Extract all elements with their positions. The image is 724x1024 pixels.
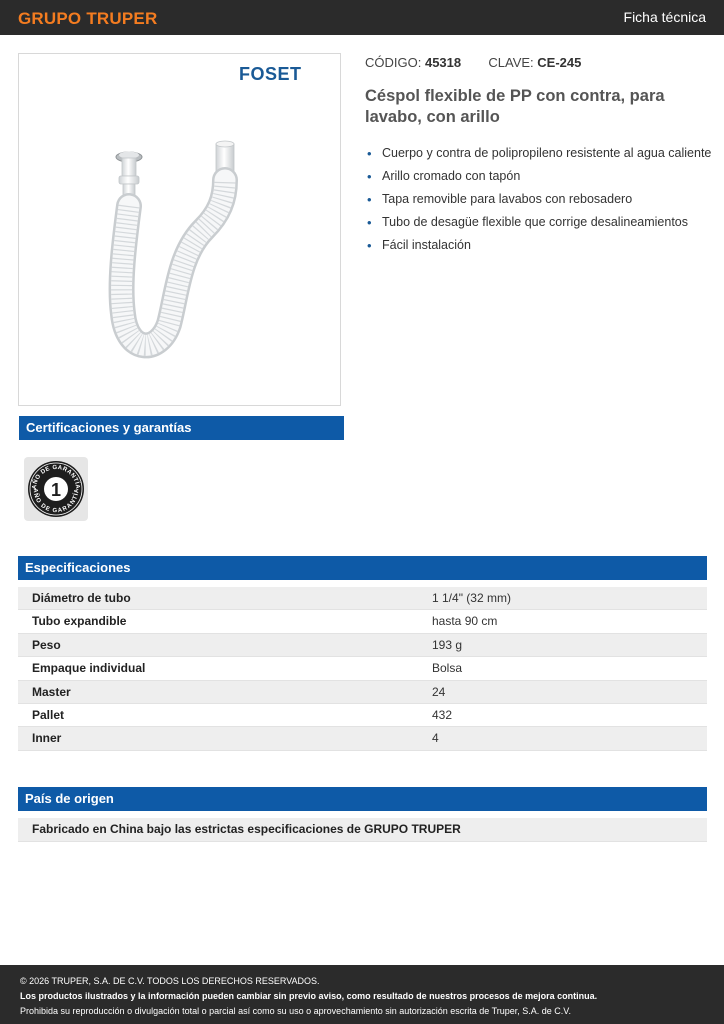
origin-heading: País de origen — [18, 787, 707, 811]
spec-key: Master — [32, 684, 71, 699]
feature-item: • Arillo cromado con tapón — [365, 169, 715, 184]
specifications-heading: Especificaciones — [18, 556, 707, 580]
certifications-heading: Certificaciones y garantías — [19, 416, 344, 440]
product-title: Céspol flexible de PP con contra, para lavabo, con arillo — [365, 87, 665, 126]
table-row — [18, 610, 707, 633]
spec-value: hasta 90 cm — [432, 614, 498, 629]
feature-item: • Tubo de desagüe flexible que corrige desalineamientos — [365, 215, 715, 230]
spec-value: 193 g — [432, 637, 463, 652]
feature-item: • Fácil instalación — [365, 238, 715, 253]
table-row — [18, 657, 707, 680]
spec-key: Inner — [32, 731, 62, 746]
logo-word-truper: TRUPER — [86, 9, 158, 28]
spec-value: 432 — [432, 707, 453, 722]
document-type-label: Ficha técnica — [623, 9, 706, 25]
product-codes — [365, 55, 581, 70]
footer-copyright: © 2026 TRUPER, S.A. DE C.V. TODOS LOS DERECHOS RESERVADOS. — [20, 976, 320, 986]
spec-value: 4 — [432, 731, 439, 746]
product-image-frame — [18, 53, 341, 406]
table-row — [18, 681, 707, 704]
spec-key: Diámetro de tubo — [32, 591, 131, 605]
badge-number: 1 — [50, 480, 62, 500]
origin-text: Fabricado en China bajo las estrictas especificaciones de GRUPO TRUPER — [18, 818, 707, 842]
spec-key: Empaque individual — [32, 661, 146, 676]
spec-key: Pallet — [32, 707, 65, 722]
table-row — [18, 587, 707, 610]
warranty-seal-icon — [24, 457, 88, 521]
logo-word-grupo: GRUPO — [18, 9, 82, 28]
badge-ring-text-bottom: AÑO DE GARANTÍA — [31, 488, 81, 515]
code-label: CÓDIGO: — [365, 55, 422, 70]
code-value: 45318 — [424, 55, 462, 70]
key-label: CLAVE: — [488, 55, 534, 70]
brand-logo: FOSET — [239, 64, 302, 84]
spec-key: Peso — [32, 637, 61, 652]
table-row — [18, 704, 707, 727]
spec-value: 1 1/4" (32 mm) — [432, 591, 511, 605]
specifications-table — [18, 587, 707, 751]
footer-disclaimer: Los productos ilustrados y la información pueden cambiar sin previo aviso, como resultado de nuestros procesos de mejora continua. — [20, 991, 598, 1001]
spec-value: Bolsa — [432, 661, 463, 676]
table-row — [18, 727, 707, 750]
footer-legal: Prohibida su reproducción o divulgación total o parcial así como su uso o aprovechamiento sin autorización escrita de Truper, S.A. de C.V. — [20, 1006, 571, 1016]
warranty-badge — [24, 457, 88, 521]
grupo-truper-logo[interactable] — [18, 9, 157, 29]
key-value: CE-245 — [537, 55, 582, 70]
feature-item: • Cuerpo y contra de polipropileno resistente al agua caliente — [365, 146, 715, 161]
spec-value: 24 — [432, 684, 446, 699]
table-row — [18, 634, 707, 657]
top-bar — [0, 0, 724, 35]
flexible-drain-trap-image — [19, 54, 342, 407]
feature-item: • Tapa removible para lavabos con rebosadero — [365, 192, 715, 207]
feature-list — [365, 146, 715, 261]
spec-key: Tubo expandible — [32, 614, 127, 629]
footer — [0, 965, 724, 1024]
badge-ring-text-top: AÑO DE GARANTÍA — [31, 464, 81, 490]
